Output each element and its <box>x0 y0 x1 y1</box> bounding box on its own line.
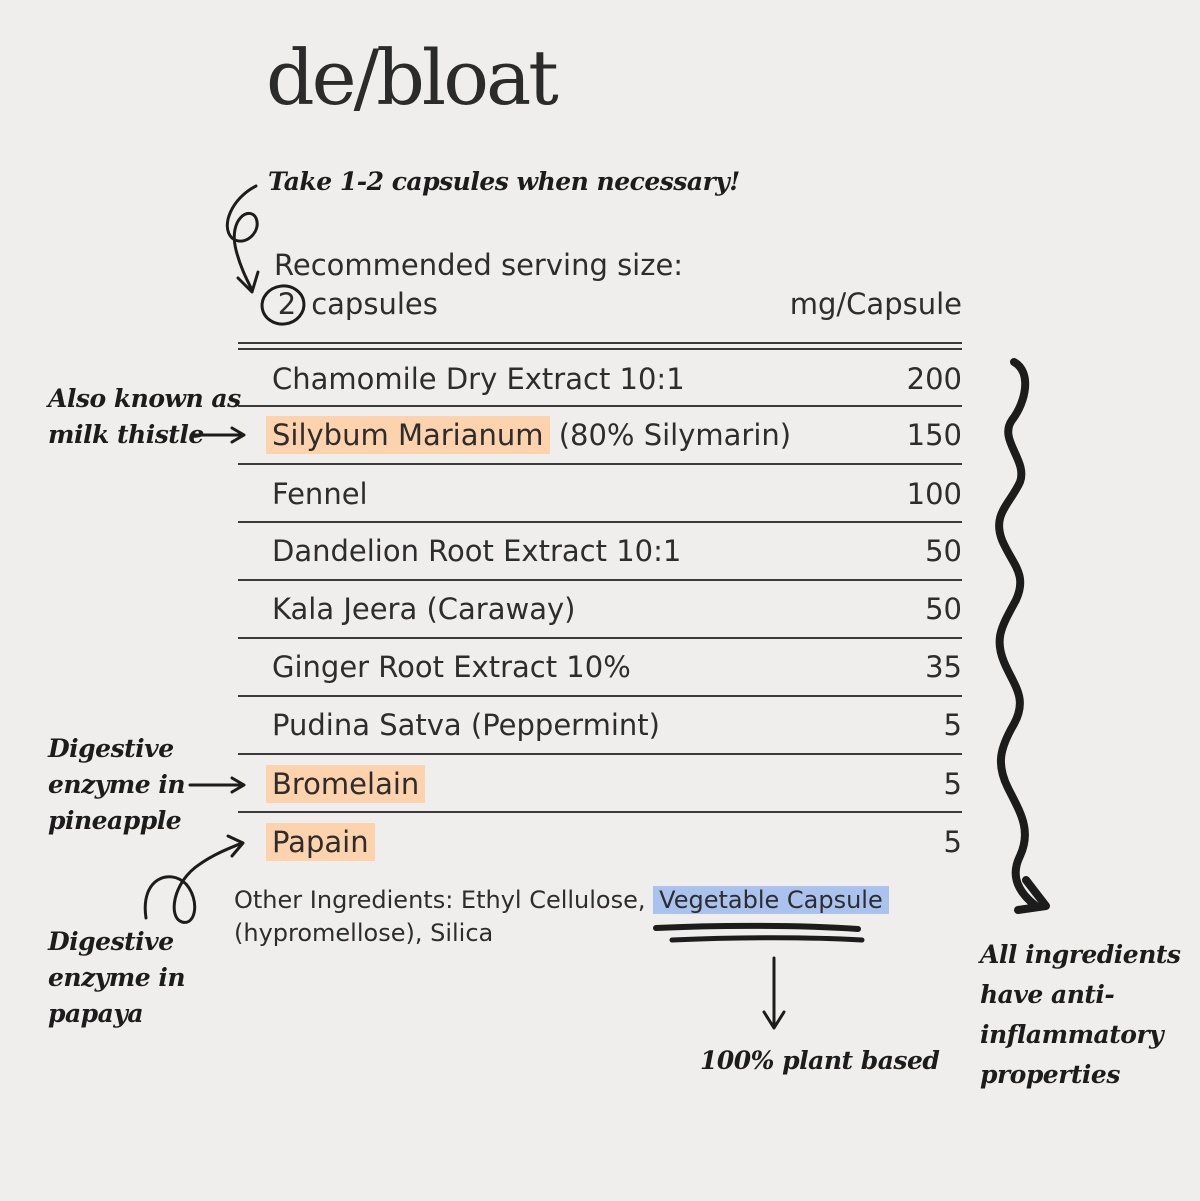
column-header-mg: mg/Capsule <box>789 287 962 321</box>
ingredient-name: Ginger Root Extract 10% <box>272 650 631 684</box>
dose-note: Take 1-2 capsules when necessary! <box>268 167 740 196</box>
ingredient-name: Pudina Satva (Peppermint) <box>272 708 660 742</box>
serving-count: 2 <box>277 287 297 321</box>
ingredient-value: 35 <box>925 650 962 684</box>
ingredient-value: 50 <box>925 592 962 626</box>
highlight-blue: Vegetable Capsule <box>653 886 889 914</box>
other-ingredients: Other Ingredients: Ethyl Cellulose, Vegetable Capsule (hypromellose), Silica <box>234 884 934 950</box>
circle-mark-icon <box>260 283 307 326</box>
ingredient-value: 5 <box>943 708 962 742</box>
ingredient-name: Silybum Marianum (80% Silymarin) <box>272 415 791 455</box>
highlight-orange: Silybum Marianum <box>266 416 550 454</box>
ingredient-name: Chamomile Dry Extract 10:1 <box>272 362 685 396</box>
ingredient-value: 5 <box>943 767 962 801</box>
note-milk-thistle: Also known as milk thistle <box>48 384 241 449</box>
arrow-right-icon <box>190 778 244 792</box>
ingredient-value: 50 <box>925 534 962 568</box>
serving-size-label: Recommended serving size: <box>274 248 684 282</box>
brand-logo: de/bloat <box>266 33 556 122</box>
note-pineapple: Digestive enzyme in pineapple <box>48 734 186 835</box>
serving-unit: capsules <box>311 287 438 321</box>
ingredient-value: 100 <box>906 477 962 511</box>
ingredient-value: 5 <box>943 825 962 859</box>
note-papaya: Digestive enzyme in papaya <box>48 927 186 1028</box>
ingredient-name: Kala Jeera (Caraway) <box>272 592 576 626</box>
curly-arrow-icon <box>227 186 257 290</box>
ingredient-value: 200 <box>906 362 962 396</box>
underline-scribble-icon <box>672 938 862 940</box>
highlight-orange: Papain <box>266 823 375 861</box>
arrow-down-icon <box>764 958 784 1028</box>
underline-scribble-icon <box>656 926 858 929</box>
note-anti-inflammatory: All ingredients have anti- inflammatory properties <box>980 940 1181 1089</box>
ingredient-name: Dandelion Root Extract 10:1 <box>272 534 682 568</box>
highlight-orange: Bromelain <box>266 765 425 803</box>
ingredient-value: 150 <box>906 418 962 452</box>
ingredient-name: Fennel <box>272 477 368 511</box>
loop-arrow-icon <box>145 843 242 922</box>
wavy-arrow-icon <box>999 362 1036 906</box>
note-plant-based: 100% plant based <box>700 1046 940 1075</box>
arrow-right-icon <box>192 428 244 442</box>
